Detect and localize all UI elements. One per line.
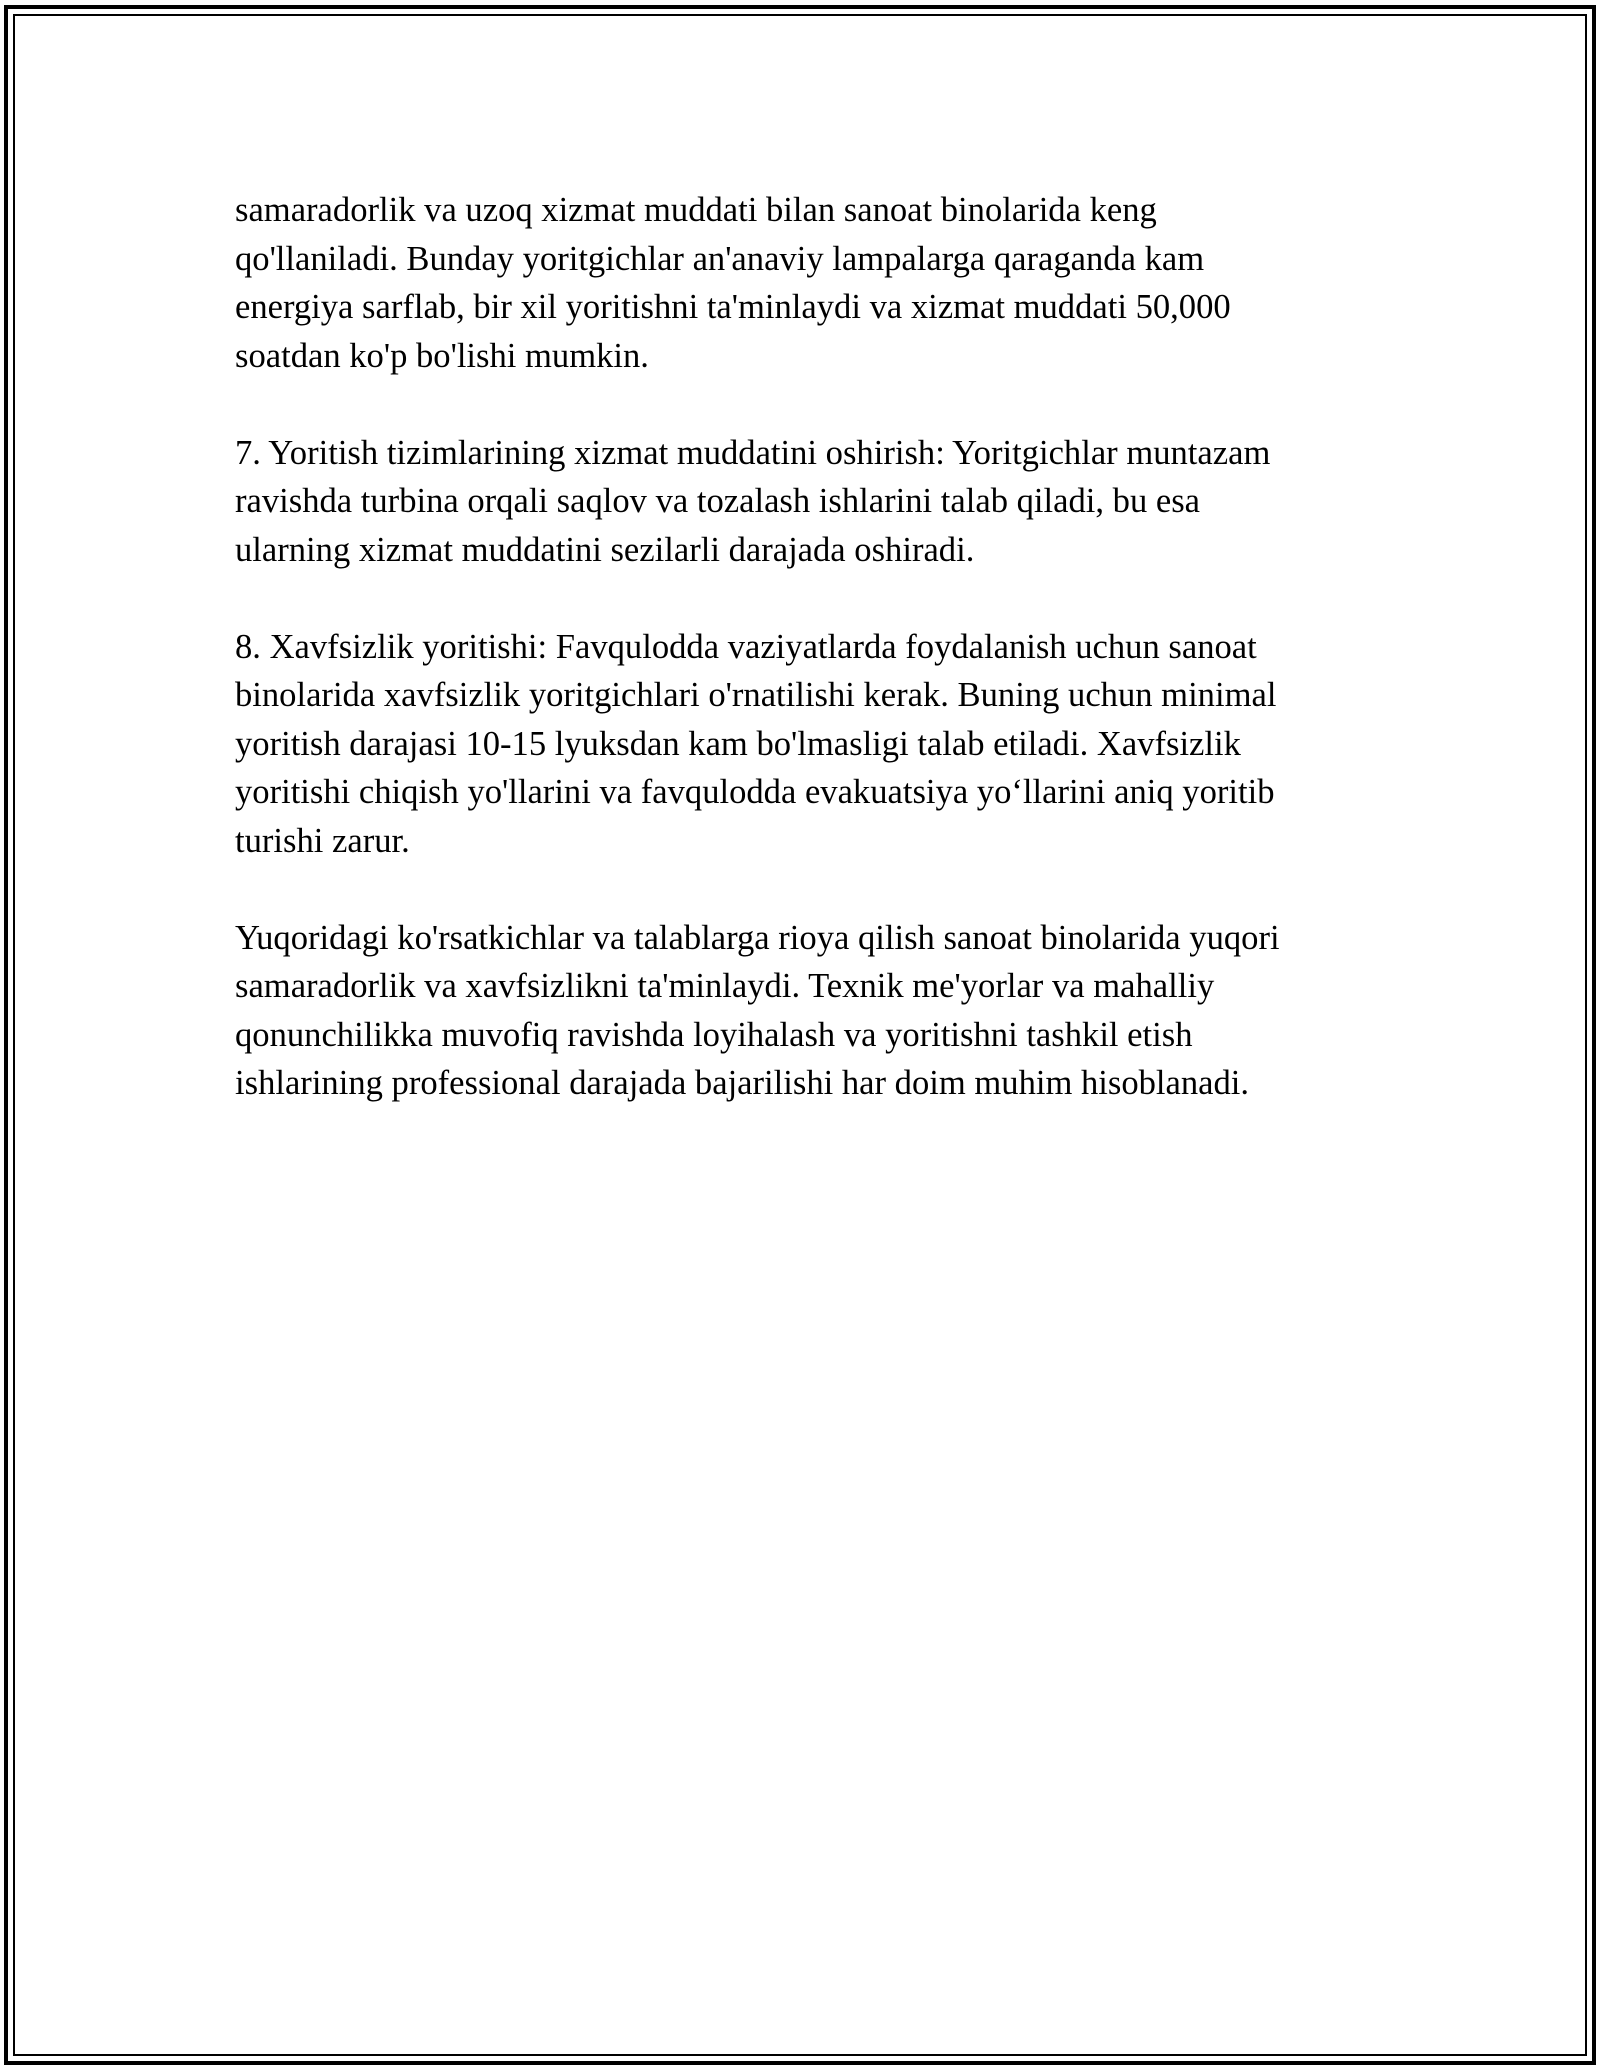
document-body [235,186,1365,1156]
paragraph-conclusion [235,914,1365,1108]
text-line: qonunchilikka muvofiq ravishda loyihalash va yoritishni tashkil etish [235,1015,1193,1054]
text-line: samaradorlik va uzoq xizmat muddati bilan sanoat binolarida keng [235,191,1157,229]
text-line: soatdan ko'p bo'lishi mumkin. [235,336,649,375]
text-line: turishi zarur. [235,821,410,860]
text-line: qo'llaniladi. Bunday yoritgichlar an'anaviy lampalarga qaraganda kam [235,239,1205,278]
text-line: ishlarining professional darajada bajarilishi har doim muhim hisoblanadi. [235,1064,1250,1102]
text-line: yoritish darajasi 10-15 lyuksdan kam bo'lmasligi talab etiladi. Xavfsizlik [235,724,1241,763]
paragraph-item-7 [235,429,1365,575]
text-line: ularning xizmat muddatini sezilarli darajada oshiradi. [235,530,975,569]
text-line: Yuqoridagi ko'rsatkichlar va talablarga rioya qilish sanoat binolarida yuqori [235,918,1280,957]
text-line: ravishda turbina orqali saqlov va tozalash ishlarini talab qiladi, bu esa [235,482,1201,520]
text-line: 7. Yoritish tizimlarining xizmat muddatini oshirish: Yoritgichlar muntazam [235,433,1271,472]
text-line: energiya sarflab, bir xil yoritishni ta'minlaydi va xizmat muddati 50,000 [235,288,1231,326]
text-line: 8. Xavfsizlik yoritishi: Favqulodda vaziyatlarda foydalanish uchun sanoat [235,627,1257,666]
paragraph-led-lighting [235,186,1365,380]
paragraph-item-8 [235,623,1365,866]
text-line: binolarida xavfsizlik yoritgichlari o'rnatilishi kerak. Buning uchun minimal [235,676,1277,714]
text-line: yoritishi chiqish yo'llarini va favqulodda evakuatsiya yo‘llarini aniq yoritib [235,773,1275,811]
text-line: samaradorlik va xavfsizlikni ta'minlaydi. Texnik me'yorlar va mahalliy [235,967,1215,1005]
